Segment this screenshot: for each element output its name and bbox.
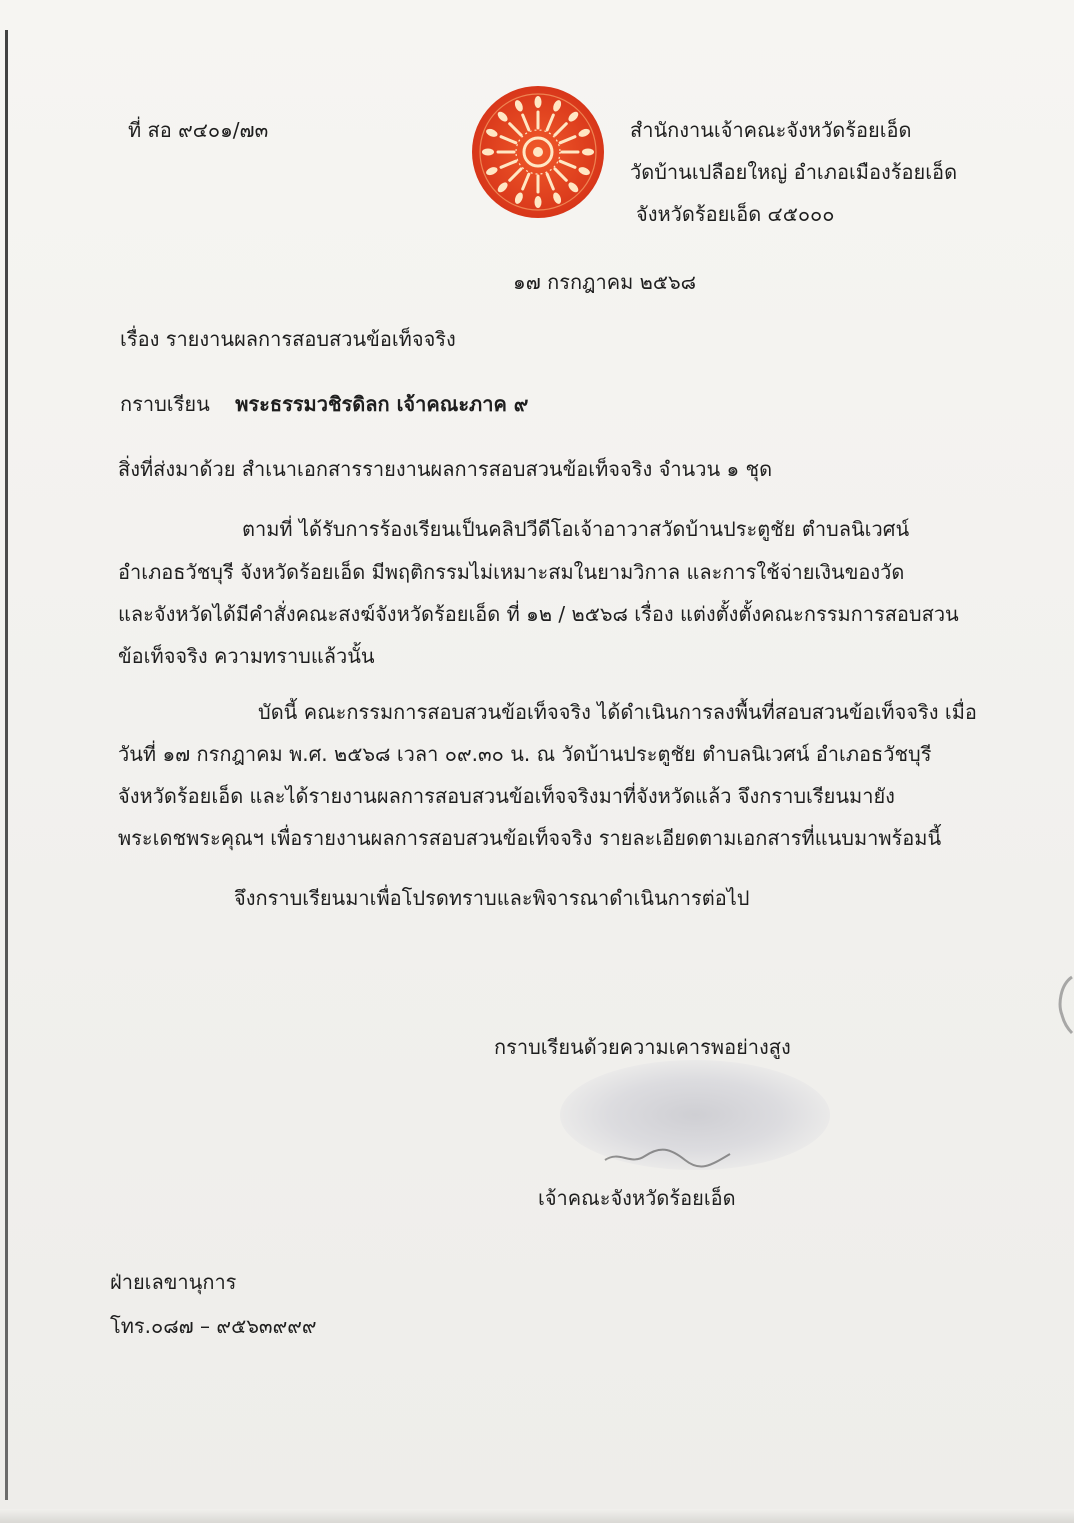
paper-bottom-edge xyxy=(0,1509,1074,1523)
paper-left-edge xyxy=(5,30,8,1500)
seal-flame xyxy=(582,149,594,156)
dharma-wheel-seal-icon xyxy=(470,84,606,220)
binder-clip-icon xyxy=(1054,975,1074,1035)
seal-flame xyxy=(535,96,542,108)
recipient-prefix: กราบเรียน xyxy=(120,392,210,416)
letter-recipient xyxy=(120,390,528,418)
letter-enclosure: สิ่งที่ส่งมาด้วย สำเนาเอกสารรายงานผลการสอบสวนข้อเท็จจริง จำนวน ๑ ชุด xyxy=(118,457,773,481)
signature-regards: กราบเรียนด้วยความเคารพอย่างสูง xyxy=(494,1035,791,1059)
paragraph-2-line-1: บัดนี้ คณะกรรมการสอบสวนข้อเท็จจริง ได้ดำเนินการลงพื้นที่สอบสวนข้อเท็จจริง เมื่อ xyxy=(258,700,977,724)
seal-flame xyxy=(482,149,494,156)
paragraph-2-line-4: พระเดชพระคุณฯ เพื่อรายงานผลการสอบสวนข้อเท็จจริง รายละเอียดตามเอกสารที่แนบมาพร้อมนี้ xyxy=(118,826,942,850)
reference-number: ที่ สอ ๙๔๐๑/๗๓ xyxy=(128,118,269,142)
sender-address-line-3: จังหวัดร้อยเอ็ด ๔๕๐๐๐ xyxy=(636,202,835,226)
sender-address-line-2: วัดบ้านเปลือยใหญ่ อำเภอเมืองร้อยเอ็ด xyxy=(630,160,958,184)
letter-date: ๑๗ กรกฎาคม ๒๕๖๘ xyxy=(513,270,697,294)
recipient-name: พระธรรมวชิรดิลก เจ้าคณะภาค ๙ xyxy=(235,392,529,416)
seal-flame xyxy=(535,196,542,208)
paragraph-2-line-3: จังหวัดร้อยเอ็ด และได้รายงานผลการสอบสวนข้อเท็จจริงมาที่จังหวัดแล้ว จึงกราบเรียนมายัง xyxy=(118,784,895,808)
letter-subject: เรื่อง รายงานผลการสอบสวนข้อเท็จจริง xyxy=(120,327,456,351)
footer-phone: โทร.๐๘๗ – ๙๕๖๓๙๙๙ xyxy=(110,1314,317,1338)
paragraph-1-line-3: และจังหวัดได้มีคำสั่งคณะสงฆ์จังหวัดร้อยเอ็ด ที่ ๑๒ / ๒๕๖๘ เรื่อง แต่งตั้งตั้งคณะกรรมการสอบสวน xyxy=(118,602,959,626)
signature-scribble-icon xyxy=(600,1140,740,1170)
footer-department: ฝ่ายเลขานุการ xyxy=(110,1270,237,1294)
paragraph-1-line-4: ข้อเท็จจริง ความทราบแล้วนั้น xyxy=(118,644,375,668)
paragraph-1-line-2: อำเภอธวัชบุรี จังหวัดร้อยเอ็ด มีพฤติกรรมไม่เหมาะสมในยามวิกาล และการใช้จ่ายเงินของวัด xyxy=(118,560,905,584)
closing-sentence: จึงกราบเรียนมาเพื่อโปรดทราบและพิจารณาดำเนินการต่อไป xyxy=(234,886,750,910)
paragraph-2-line-2: วันที่ ๑๗ กรกฎาคม พ.ศ. ๒๕๖๘ เวลา ๐๙.๓๐ น. ณ วัดบ้านประตูชัย ตำบลนิเวศน์ อำเภอธวัชบุรี xyxy=(118,742,932,766)
signatory-position: เจ้าคณะจังหวัดร้อยเอ็ด xyxy=(538,1186,736,1210)
sender-address-line-1: สำนักงานเจ้าคณะจังหวัดร้อยเอ็ด xyxy=(630,118,912,142)
paragraph-1-line-1: ตามที่ ได้รับการร้องเรียนเป็นคลิปวีดีโอเจ้าอาวาสวัดบ้านประตูชัย ตำบลนิเวศน์ xyxy=(242,517,910,541)
